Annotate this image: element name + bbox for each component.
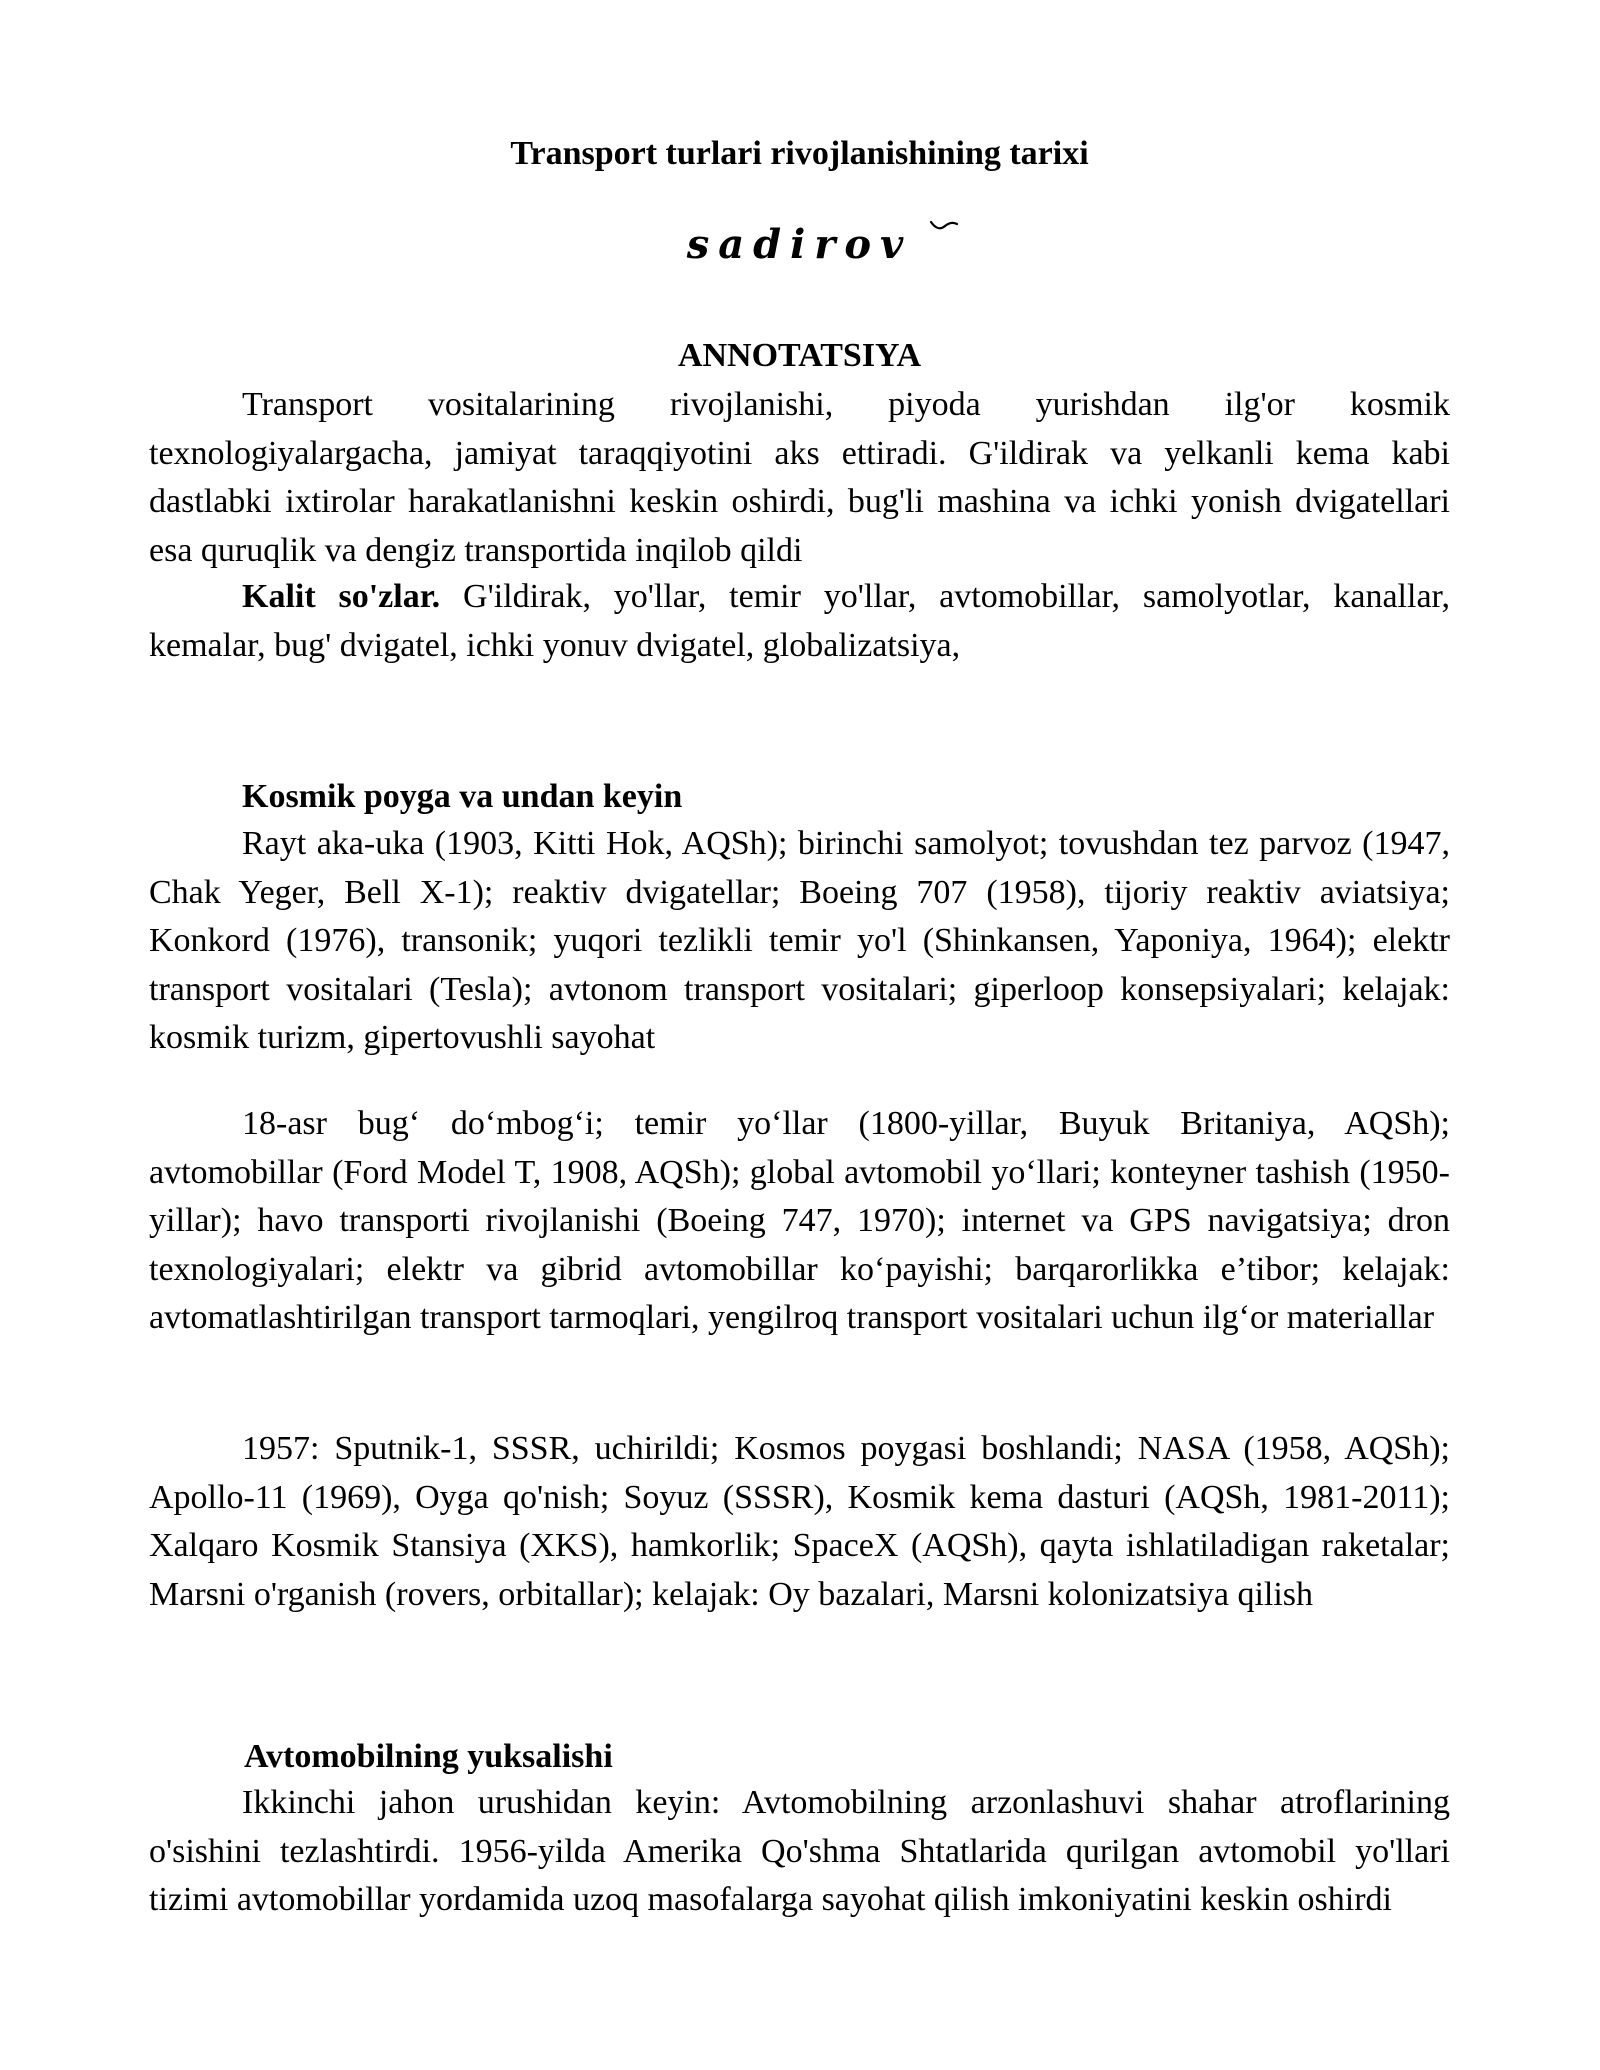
section1-paragraph-3: 1957: Sputnik-1, SSSR, uchirildi; Kosmos poygasi boshlandi; NASA (1958, AQSh); Apollo-11 (1969), Oyga qo'nish; Soyuz (SSSR), Kosmik kema dasturi (AQSh, 1981-2011); Xalqaro Kosmik Stansiya (XKS), hamkorlik; SpaceX (AQSh), qayta ishlatiladigan raketalar; Marsni o'rganish (rovers, orbitallar); kelajak: Oy bazalari, Marsni kolonizatsiya qilish — [149, 1430, 1450, 1613]
section2-paragraph-1: Ikkinchi jahon urushidan keyin: Avtomobilning arzonlashuvi shahar atroflarining o'sishini tezlashtirdi. 1956-yilda Amerika Qo'shma Shtatlarida qurilgan avtomobil yo'llari tizimi avtomobillar yordamida uzoq masofalarga sayohat qilish imkoniyatini keskin oshirdi — [149, 1784, 1450, 1918]
author-signature: sadirov — [686, 221, 913, 268]
annotation-heading: ANNOTATSIYA — [677, 337, 922, 374]
section1-paragraph-2: 18-asr bug‘ do‘mbog‘i; temir yo‘llar (1800-yillar, Buyuk Britaniya, AQSh); avtomobillar (Ford Model T, 1908, AQSh); global avtomobil yo‘llari; konteyner tashish (1950-yillar); havo transporti rivojlanishi (Boeing 747, 1970); internet va GPS navigatsiya; dron texnologiyalari; elektr va gibrid avtomobillar ko‘payishi; barqarorlikka e’tibor; kelajak: avtomatlashtirilgan transport tarmoqlari, yengilroq transport vositalari uchun ilg‘or materiallar — [149, 1105, 1450, 1336]
keywords-label: Kalit so'zlar. — [242, 578, 441, 615]
section1-paragraph-1: Rayt aka-uka (1903, Kitti Hok, AQSh); birinchi samolyot; tovushdan tez parvoz (1947, Chak Yeger, Bell X-1); reaktiv dvigatellar; Boeing 707 (1958), tijoriy reaktiv aviatsiya; Konkord (1976), transonik; yuqori tezlikli temir yo'l (Shinkansen, Yaponiya, 1964); elektr transport vositalari (Tesla); avtonom transport vositalari; giperloop konsepsiyalari; kelajak: kosmik turizm, gipertovushli sayohat — [149, 825, 1450, 1056]
keywords-list: G'ildirak, yo'llar, temir yo'llar, avtomobillar, samolyotlar, kanallar, kemalar, bug' dvigatel, ichki yonuv dvigatel, globalizatsiya, — [149, 578, 1450, 664]
annotation-paragraph: Transport vositalarining rivojlanishi, piyoda yurishdan ilg'or kosmik texnologiyalargacha, jamiyat taraqqiyotini aks ettiradi. G'ildirak va yelkanli kema kabi dastlabki ixtirolar harakatlanishni keskin oshirdi, bug'li mashina va ichki yonish dvigatellari esa quruqlik va dengiz transportida inqilob qildi — [149, 386, 1450, 569]
section-heading-space-race: Kosmik poyga va undan keyin — [242, 778, 683, 815]
keywords-paragraph — [149, 573, 1450, 670]
section-heading-automobile: Avtomobilning yuksalishi — [244, 1738, 613, 1775]
document-title: Transport turlari rivojlanishining tarixi — [510, 135, 1089, 172]
signature-flourish-icon — [929, 218, 959, 238]
